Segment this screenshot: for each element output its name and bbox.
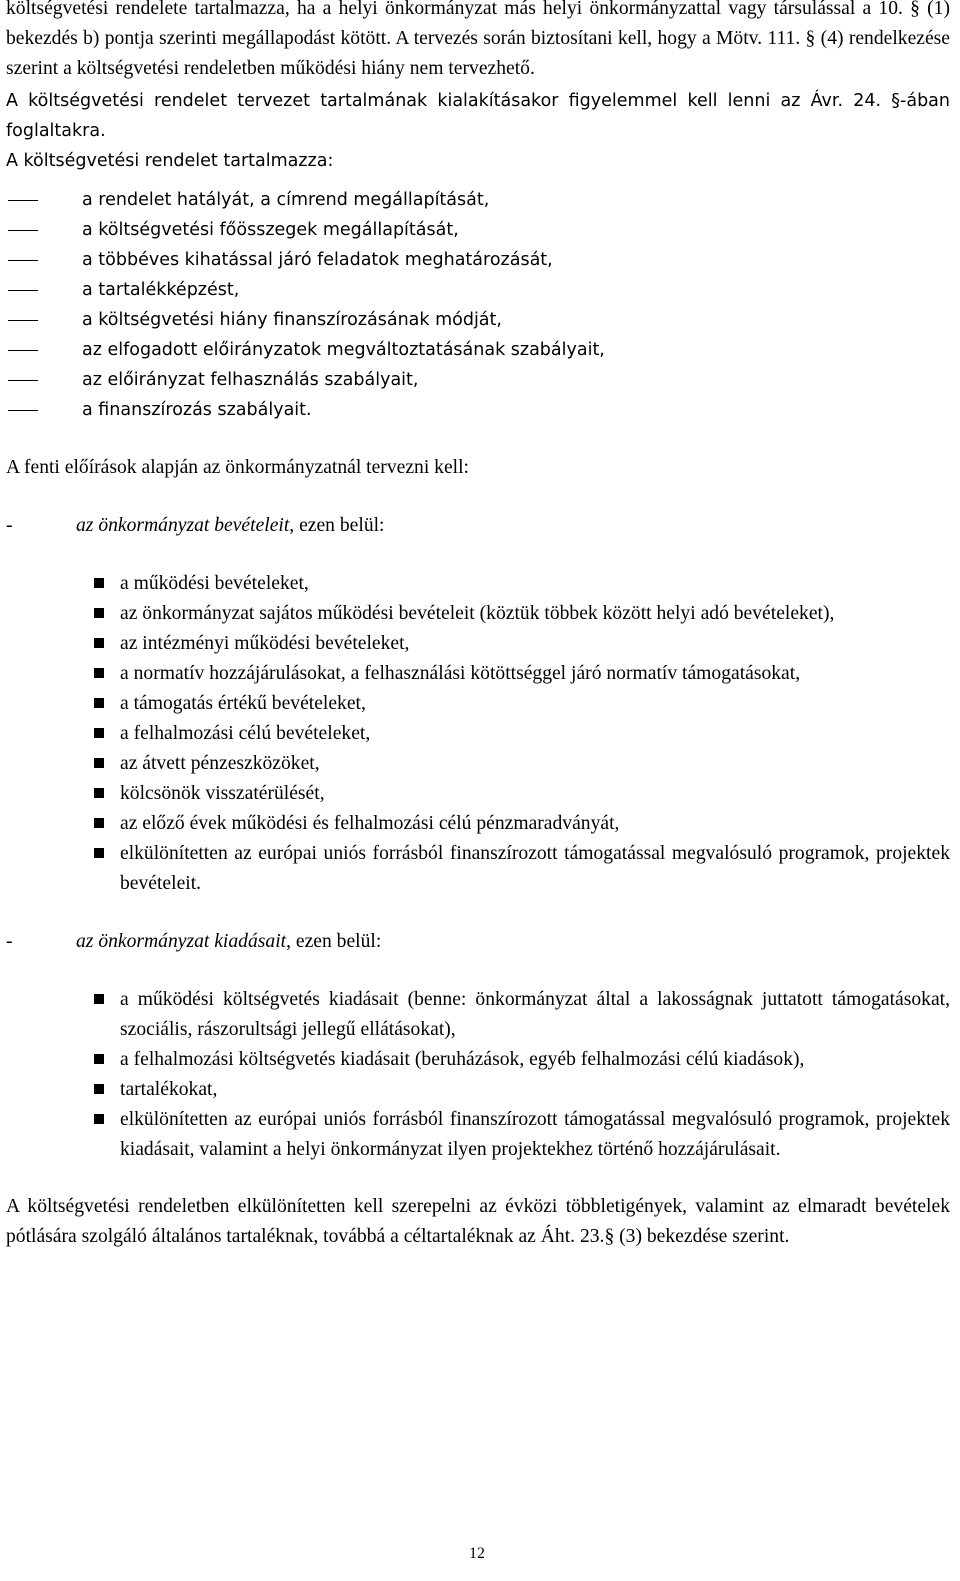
list-item: az önkormányzat sajátos működési bevételeit (köztük többek között helyi adó bevételeket),: [6, 599, 950, 629]
dash-marker: -: [6, 515, 13, 536]
list-item: a működési bevételeket,: [6, 569, 950, 599]
planning-intro: A fenti előírások alapján az önkormányzatnál tervezni kell:: [6, 457, 469, 478]
contents-list: [6, 185, 950, 425]
list-item: a finanszírozás szabályait.: [6, 395, 950, 425]
list-item: a felhalmozási célú bevételeket,: [6, 719, 950, 749]
list-item: a költségvetési hiány finanszírozásának módját,: [6, 305, 950, 335]
expenses-heading-rest: , ezen belül:: [286, 931, 382, 952]
list-item: a tartalékképzést,: [6, 275, 950, 305]
closing-paragraph: A költségvetési rendeletben elkülönítetten kell szerepelni az évközi többletigények, valamint az elmaradt bevételek pótlására szolgáló általános tartaléknak, továbbá a céltartaléknak az Áht. 23.§ (3) bekezdése szerint.: [6, 1196, 950, 1247]
list-item: a rendelet hatályát, a címrend megállapítását,: [6, 185, 950, 215]
list-item: a működési költségvetés kiadásait (benne: önkormányzat által a lakosságnak juttatott támogatásokat, szociális, rászorultsági jellegű ellátásokat),: [6, 985, 950, 1045]
revenues-heading: [6, 511, 950, 541]
list-item: a felhalmozási költségvetés kiadásait (beruházások, egyéb felhalmozási célú kiadások),: [6, 1045, 950, 1075]
intro-paragraph-3: A költségvetési rendelet tartalmazza:: [6, 151, 334, 171]
dash-marker: -: [6, 931, 13, 952]
page-number: 12: [469, 1545, 485, 1562]
list-item: az elfogadott előirányzatok megváltoztatásának szabályait,: [6, 335, 950, 365]
expenses-heading-italic: az önkormányzat kiadásait: [76, 931, 287, 952]
expenses-heading: [6, 927, 950, 957]
intro-paragraph-1: költségvetési rendelete tartalmazza, ha a helyi önkormányzat más helyi önkormányzattal vagy társulással a 10. § (1) bekezdés b) pontja szerinti megállapodást kötött. A tervezés során biztosítani kell, hogy a Mötv. 111. § (4) rendelkezése szerint a költségvetési rendeletben működési hiány nem tervezhető.: [6, 0, 950, 79]
list-item: a normatív hozzájárulásokat, a felhasználási kötöttséggel járó normatív támogatásokat,: [6, 659, 950, 689]
list-item: az intézményi működési bevételeket,: [6, 629, 950, 659]
list-item: a költségvetési főösszegek megállapítását,: [6, 215, 950, 245]
list-item: az átvett pénzeszközöket,: [6, 749, 950, 779]
list-item: kölcsönök visszatérülését,: [6, 779, 950, 809]
list-item: tartalékokat,: [6, 1075, 950, 1105]
list-item: elkülönítetten az európai uniós forrásból finanszírozott támogatással megvalósuló programok, projektek kiadásait, valamint a helyi önkormányzat ilyen projektekhez történő hozzájárulásait.: [6, 1105, 950, 1165]
list-item: a többéves kihatással járó feladatok meghatározását,: [6, 245, 950, 275]
expenses-list: [6, 985, 950, 1165]
list-item: a támogatás értékű bevételeket,: [6, 689, 950, 719]
list-item: az előző évek működési és felhalmozási célú pénzmaradványát,: [6, 809, 950, 839]
revenues-list: [6, 569, 950, 899]
intro-paragraph-2: A költségvetési rendelet tervezet tartalmának kialakításakor figyelemmel kell lenni az Ávr. 24. §-ában foglaltakra.: [6, 91, 950, 141]
revenues-heading-italic: az önkormányzat bevételeit: [76, 515, 290, 536]
list-item: az előirányzat felhasználás szabályait,: [6, 365, 950, 395]
revenues-heading-rest: , ezen belül:: [289, 515, 385, 536]
list-item: elkülönítetten az európai uniós forrásból finanszírozott támogatással megvalósuló programok, projektek bevételeit.: [6, 839, 950, 899]
document-page: [6, 0, 950, 1252]
